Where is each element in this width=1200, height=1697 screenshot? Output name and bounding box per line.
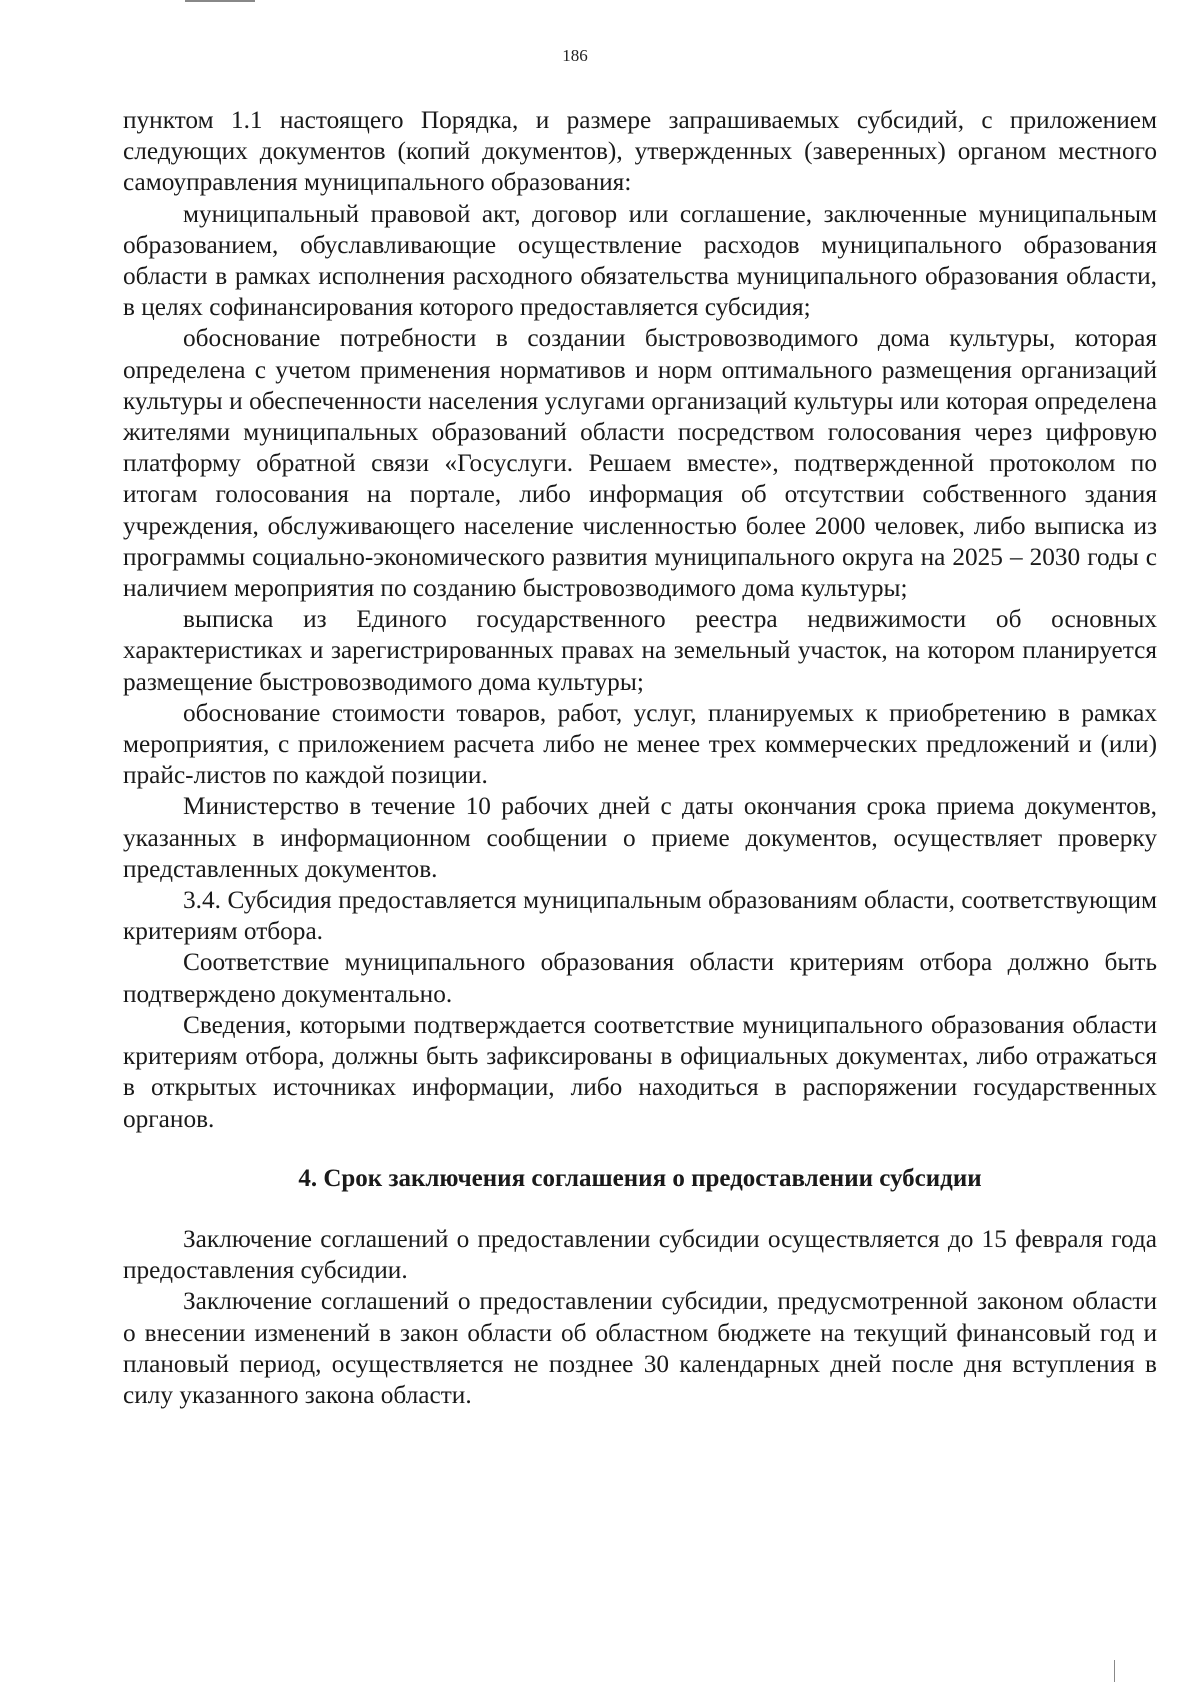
- paragraph: Заключение соглашений о предоставлении субсидии осуществляется до 15 февраля года предоставления субсидии.: [123, 1224, 1157, 1285]
- document-body: [123, 105, 1157, 1411]
- paragraph: выписка из Единого государственного реестра недвижимости об основных характеристиках и зарегистрированных правах на земельный участок, на котором планируется размещение быстровозводимого дома культуры;: [123, 605, 1157, 696]
- scan-artifact-top: [185, 0, 255, 2]
- paragraph: пунктом 1.1 настоящего Порядка, и размере запрашиваемых субсидий, с приложением следующих документов (копий документов), утвержденных (заверенных) органом местного самоуправления муниципального образования:: [123, 106, 1157, 197]
- page-number: 186: [562, 46, 588, 65]
- paragraph: обоснование стоимости товаров, работ, услуг, планируемых к приобретению в рамках мероприятия, с приложением расчета либо не менее трех коммерческих предложений и (или) прайс-листов по каждой позиции.: [123, 698, 1157, 790]
- scan-artifact-right: [1114, 1660, 1115, 1682]
- paragraph: обоснование потребности в создании быстровозводимого дома культуры, которая определена с учетом применения нормативов и норм оптимального размещения организаций культуры и обеспеченности населения услугами организаций культуры или которая определена жителями муниципальных образований области посредством голосования через цифровую платформу обратной связи «Госуслуги. Решаем вместе», подтвержденной протоколом по итогам голосования на портале, либо информация об отсутствии собственного здания учреждения, обслуживающего население численностью более 2000 человек, либо выписка из программы социально-экономического развития муниципального округа на 2025 – 2030 годы с наличием мероприятия по созданию быстровозводимого дома культуры;: [123, 324, 1157, 603]
- paragraph: Заключение соглашений о предоставлении субсидии, предусмотренной законом области о внесении изменений в закон области об областном бюджете на текущий финансовый год и плановый период, осуществляется не позднее 30 календарных дней после дня вступления в силу указанного закона области.: [123, 1287, 1157, 1409]
- paragraph: муниципальный правовой акт, договор или соглашение, заключенные муниципальным образованием, обуславливающие осуществление расходов муниципального образования области в рамках исполнения расходного обязательства муниципального образования области, в целях софинансирования которого предоставляется субсидия;: [123, 199, 1157, 322]
- paragraph: Министерство в течение 10 рабочих дней с даты окончания срока приема документов, указанных в информационном сообщении о приеме документов, осуществляет проверку представленных документов.: [123, 792, 1157, 883]
- paragraph: Сведения, которыми подтверждается соответствие муниципального образования области критериям отбора, должны быть зафиксированы в официальных документах, либо отражаться в открытых источниках информации, либо находиться в распоряжении государственных органов.: [123, 1010, 1157, 1133]
- paragraph: Соответствие муниципального образования области критериям отбора должно быть подтверждено документально.: [123, 948, 1157, 1008]
- paragraph: 3.4. Субсидия предоставляется муниципальным образованиям области, соответствующим критериям отбора.: [123, 886, 1157, 946]
- section-heading: 4. Срок заключения соглашения о предоставлении субсидии: [298, 1164, 982, 1192]
